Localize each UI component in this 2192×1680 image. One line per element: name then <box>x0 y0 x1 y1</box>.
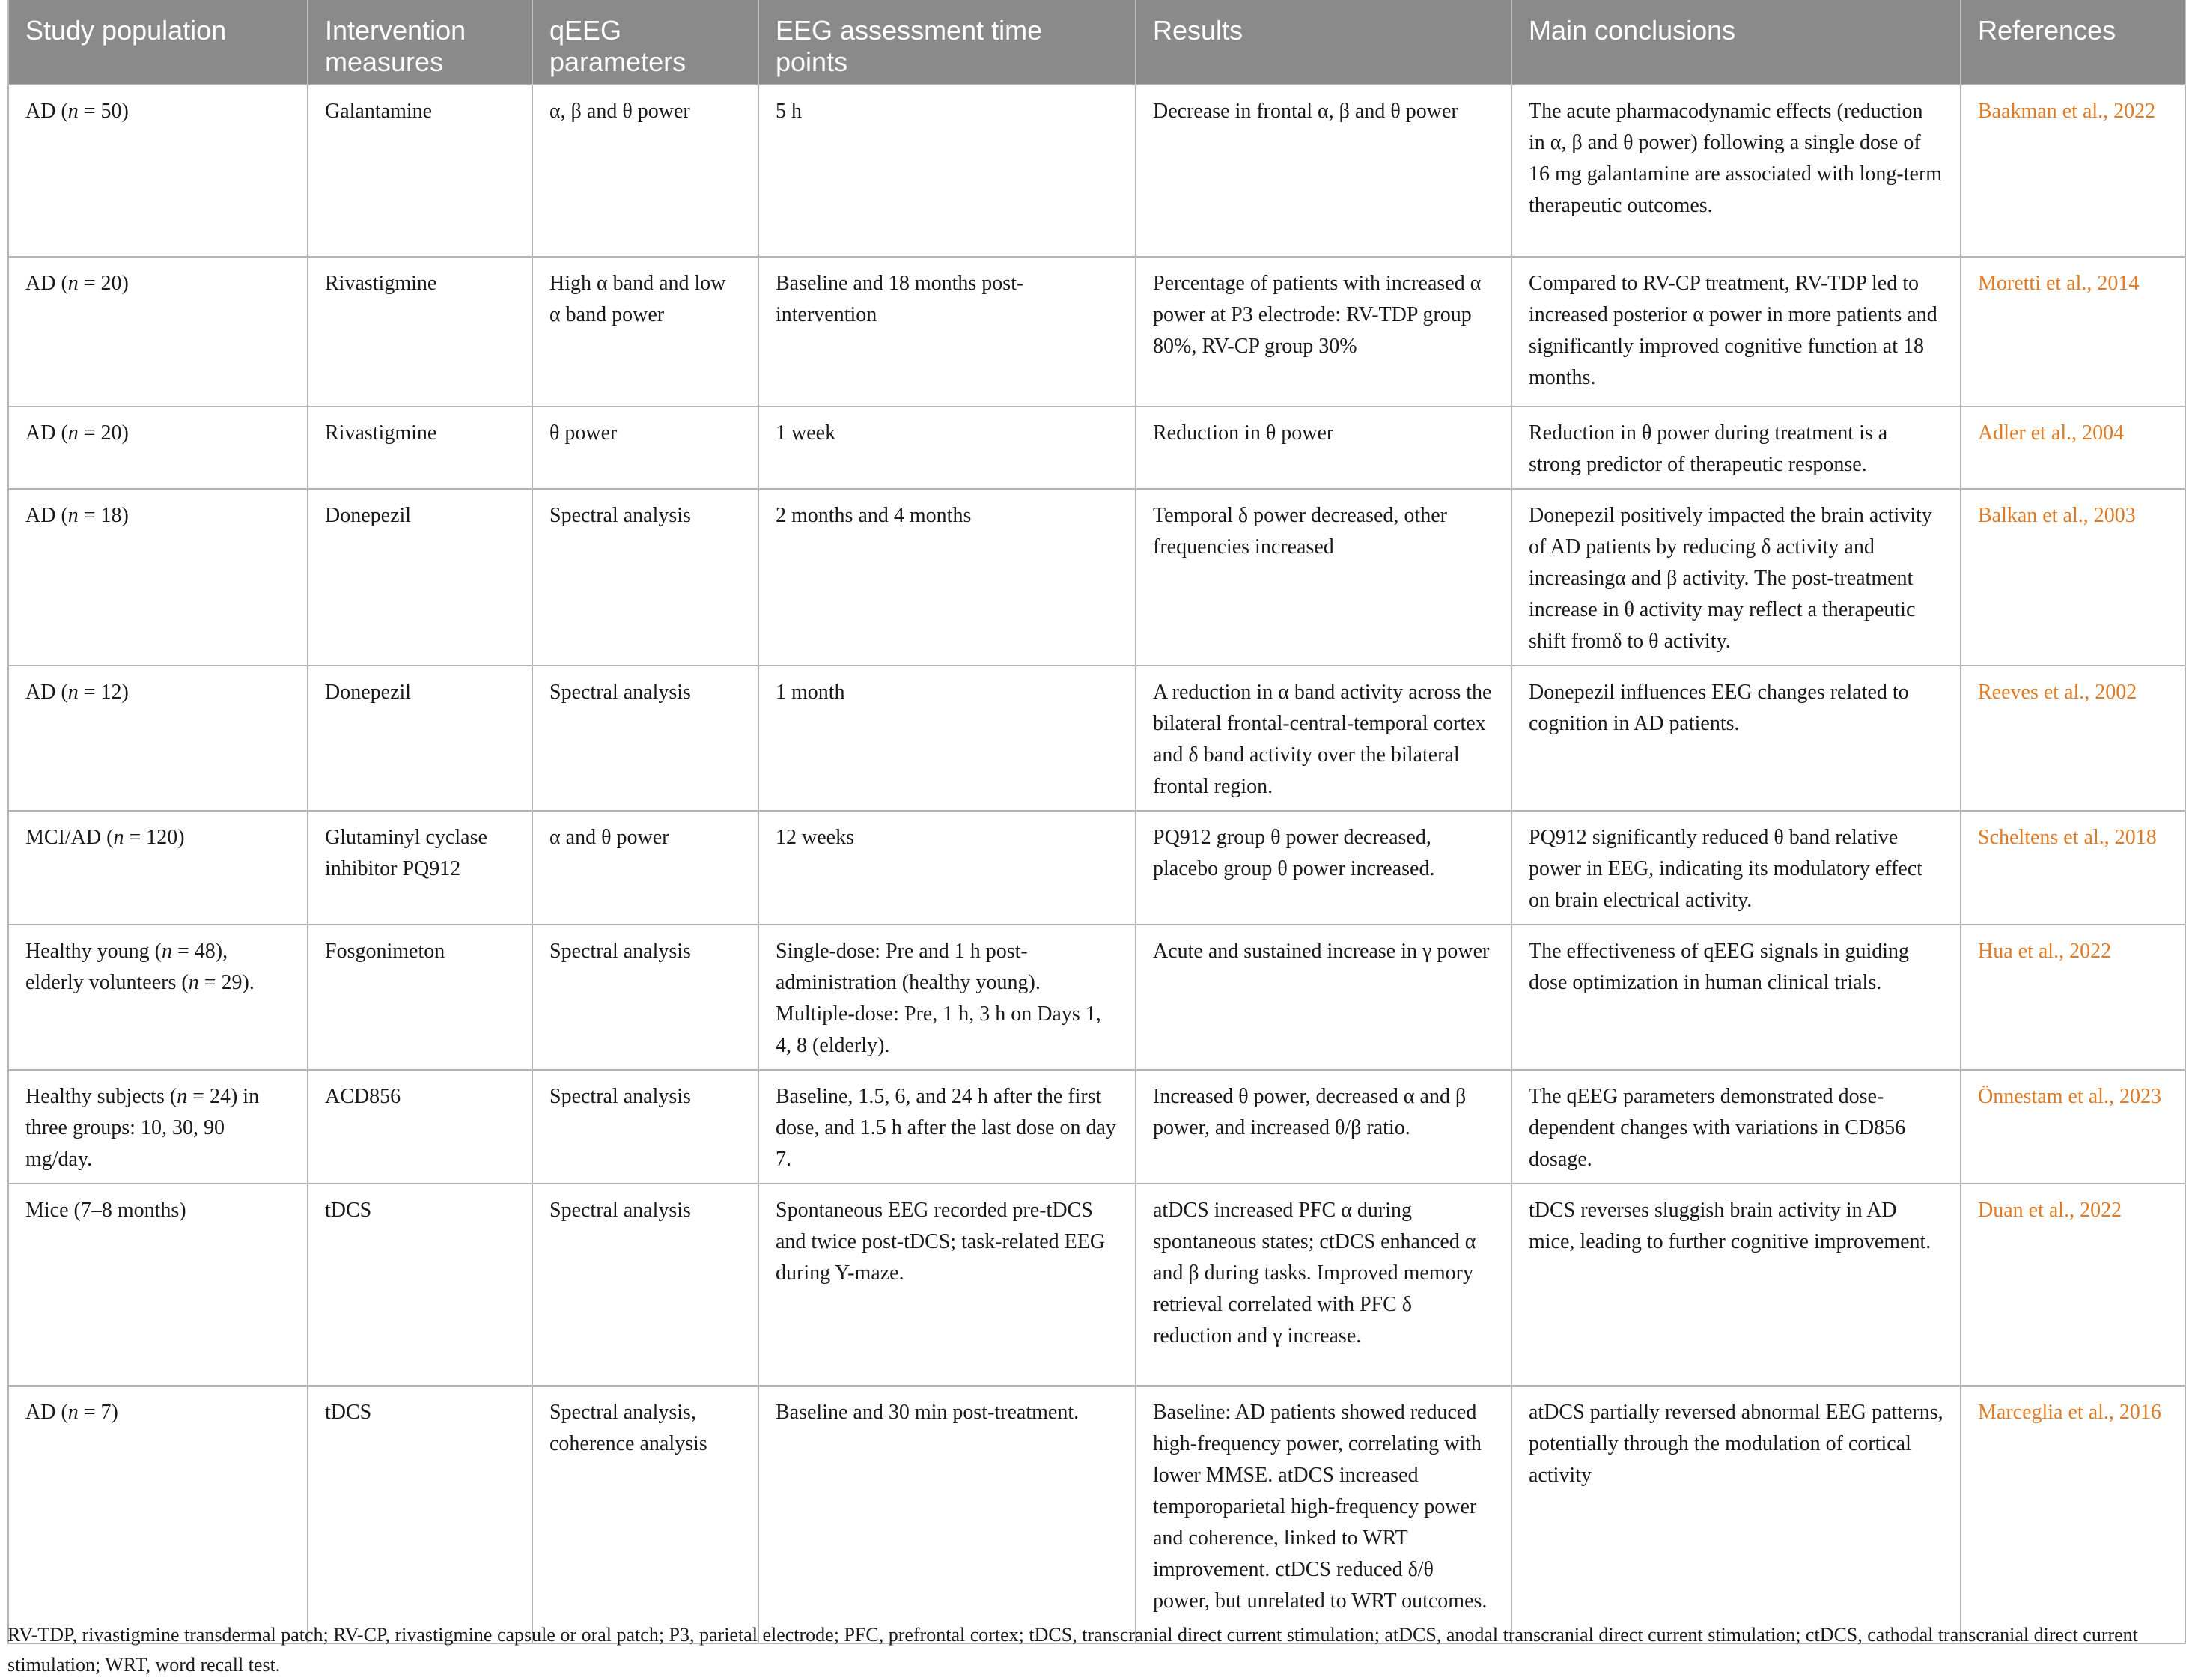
header-references: References <box>1961 0 2185 85</box>
cell-intervention: ACD856 <box>308 1070 532 1184</box>
cell-time-points: 5 h <box>758 85 1136 257</box>
cell-qeeg-parameters: Spectral analysis <box>532 1184 758 1386</box>
table-row <box>8 257 2185 407</box>
cell-intervention: Donepezil <box>308 489 532 666</box>
cell-results: Reduction in θ power <box>1136 407 1511 489</box>
table-row <box>8 407 2185 489</box>
cell-results: Temporal δ power decreased, other frequencies increased <box>1136 489 1511 666</box>
cell-qeeg-parameters: α and θ power <box>532 811 758 925</box>
cell-time-points: Baseline and 18 months post-intervention <box>758 257 1136 407</box>
cell-study-population: AD (n = 18) <box>8 489 308 666</box>
cell-reference[interactable]: Önnestam et al., 2023 <box>1961 1070 2185 1184</box>
header-main-conclusions: Main conclusions <box>1511 0 1961 85</box>
cell-study-population: AD (n = 7) <box>8 1386 308 1643</box>
cell-qeeg-parameters: Spectral analysis <box>532 925 758 1070</box>
cell-conclusions: tDCS reverses sluggish brain activity in AD mice, leading to further cognitive improvement. <box>1511 1184 1961 1386</box>
header-study-population: Study population <box>8 0 308 85</box>
cell-time-points: 12 weeks <box>758 811 1136 925</box>
cell-reference[interactable]: Duan et al., 2022 <box>1961 1184 2185 1386</box>
cell-study-population: MCI/AD (n = 120) <box>8 811 308 925</box>
table-body <box>8 85 2185 1643</box>
cell-reference[interactable]: Balkan et al., 2003 <box>1961 489 2185 666</box>
cell-intervention: Glutaminyl cyclase inhibitor PQ912 <box>308 811 532 925</box>
cell-reference[interactable]: Baakman et al., 2022 <box>1961 85 2185 257</box>
cell-intervention: Fosgonimeton <box>308 925 532 1070</box>
cell-intervention: tDCS <box>308 1386 532 1643</box>
cell-conclusions: Reduction in θ power during treatment is a strong predictor of therapeutic response. <box>1511 407 1961 489</box>
cell-study-population: AD (n = 12) <box>8 666 308 811</box>
table-row <box>8 1070 2185 1184</box>
cell-time-points: Single-dose: Pre and 1 h post-administration (healthy young). Multiple-dose: Pre, 1 h, 3 h on Days 1, 4, 8 (elderly). <box>758 925 1136 1070</box>
cell-qeeg-parameters: Spectral analysis <box>532 489 758 666</box>
cell-conclusions: Donepezil influences EEG changes related to cognition in AD patients. <box>1511 666 1961 811</box>
cell-conclusions: Compared to RV-CP treatment, RV-TDP led to increased posterior α power in more patients and significantly improved cognitive function at 18 months. <box>1511 257 1961 407</box>
table-footnote: RV-TDP, rivastigmine transdermal patch; RV-CP, rivastigmine capsule or oral patch; P3, parietal electrode; PFC, prefrontal cortex; tDCS, transcranial direct current stimulation; atDCS, anodal transcranial direct current stimulation; ctDCS, cathodal transcranial direct current stimulation; WRT, word recall test. <box>7 1624 2138 1676</box>
cell-results: Increased θ power, decreased α and β power, and increased θ/β ratio. <box>1136 1070 1511 1184</box>
cell-time-points: 2 months and 4 months <box>758 489 1136 666</box>
cell-time-points: Baseline and 30 min post-treatment. <box>758 1386 1136 1643</box>
cell-qeeg-parameters: High α band and low α band power <box>532 257 758 407</box>
cell-reference[interactable]: Marceglia et al., 2016 <box>1961 1386 2185 1643</box>
cell-conclusions: PQ912 significantly reduced θ band relative power in EEG, indicating its modulatory effect on brain electrical activity. <box>1511 811 1961 925</box>
header-intervention-measures: Intervention measures <box>308 0 532 85</box>
cell-results: atDCS increased PFC α during spontaneous states; ctDCS enhanced α and β during tasks. Improved memory retrieval correlated with PFC δ reduction and γ increase. <box>1136 1184 1511 1386</box>
table-row <box>8 925 2185 1070</box>
cell-results: A reduction in α band activity across the bilateral frontal-central-temporal cortex and δ band activity over the bilateral frontal region. <box>1136 666 1511 811</box>
cell-time-points: 1 week <box>758 407 1136 489</box>
cell-results: Decrease in frontal α, β and θ power <box>1136 85 1511 257</box>
header-row <box>8 0 2185 85</box>
cell-intervention: tDCS <box>308 1184 532 1386</box>
cell-time-points: Spontaneous EEG recorded pre-tDCS and twice post-tDCS; task-related EEG during Y-maze. <box>758 1184 1136 1386</box>
cell-study-population: Healthy young (n = 48), elderly volunteers (n = 29). <box>8 925 308 1070</box>
cell-conclusions: The acute pharmacodynamic effects (reduction in α, β and θ power) following a single dose of 16 mg galantamine are associated with long-term therapeutic outcomes. <box>1511 85 1961 257</box>
cell-study-population: AD (n = 20) <box>8 407 308 489</box>
cell-time-points: 1 month <box>758 666 1136 811</box>
table-row <box>8 85 2185 257</box>
cell-conclusions: The qEEG parameters demonstrated dose-dependent changes with variations in CD856 dosage. <box>1511 1070 1961 1184</box>
cell-reference[interactable]: Scheltens et al., 2018 <box>1961 811 2185 925</box>
cell-qeeg-parameters: Spectral analysis <box>532 666 758 811</box>
cell-intervention: Donepezil <box>308 666 532 811</box>
header-qeeg-parameters: qEEG parameters <box>532 0 758 85</box>
header-results: Results <box>1136 0 1511 85</box>
header-eeg-time-points: EEG assessment time points <box>758 0 1136 85</box>
cell-intervention: Galantamine <box>308 85 532 257</box>
cell-time-points: Baseline, 1.5, 6, and 24 h after the first dose, and 1.5 h after the last dose on day 7. <box>758 1070 1136 1184</box>
cell-conclusions: atDCS partially reversed abnormal EEG patterns, potentially through the modulation of cortical activity <box>1511 1386 1961 1643</box>
cell-reference[interactable]: Hua et al., 2022 <box>1961 925 2185 1070</box>
cell-qeeg-parameters: Spectral analysis, coherence analysis <box>532 1386 758 1643</box>
cell-conclusions: The effectiveness of qEEG signals in guiding dose optimization in human clinical trials. <box>1511 925 1961 1070</box>
cell-intervention: Rivastigmine <box>308 407 532 489</box>
cell-qeeg-parameters: Spectral analysis <box>532 1070 758 1184</box>
table-container <box>7 0 2185 1644</box>
table-row <box>8 1184 2185 1386</box>
cell-reference[interactable]: Moretti et al., 2014 <box>1961 257 2185 407</box>
cell-reference[interactable]: Reeves et al., 2002 <box>1961 666 2185 811</box>
table-row <box>8 1386 2185 1643</box>
cell-study-population: AD (n = 20) <box>8 257 308 407</box>
table-row <box>8 489 2185 666</box>
table-row <box>8 666 2185 811</box>
cell-results: Percentage of patients with increased α power at P3 electrode: RV-TDP group 80%, RV-CP group 30% <box>1136 257 1511 407</box>
cell-study-population: AD (n = 50) <box>8 85 308 257</box>
data-table <box>7 0 2186 1644</box>
cell-results: Baseline: AD patients showed reduced high-frequency power, correlating with lower MMSE. atDCS increased temporoparietal high-frequency power and coherence, linked to WRT improvement. ctDCS reduced δ/θ power, but unrelated to WRT outcomes. <box>1136 1386 1511 1643</box>
cell-results: Acute and sustained increase in γ power <box>1136 925 1511 1070</box>
cell-qeeg-parameters: θ power <box>532 407 758 489</box>
cell-intervention: Rivastigmine <box>308 257 532 407</box>
table-row <box>8 811 2185 925</box>
cell-reference[interactable]: Adler et al., 2004 <box>1961 407 2185 489</box>
cell-study-population: Mice (7–8 months) <box>8 1184 308 1386</box>
cell-results: PQ912 group θ power decreased, placebo group θ power increased. <box>1136 811 1511 925</box>
cell-qeeg-parameters: α, β and θ power <box>532 85 758 257</box>
cell-conclusions: Donepezil positively impacted the brain activity of AD patients by reducing δ activity and increasingα and β activity. The post-treatment increase in θ activity may reflect a therapeutic shift fromδ to θ activity. <box>1511 489 1961 666</box>
cell-study-population: Healthy subjects (n = 24) in three groups: 10, 30, 90 mg/day. <box>8 1070 308 1184</box>
